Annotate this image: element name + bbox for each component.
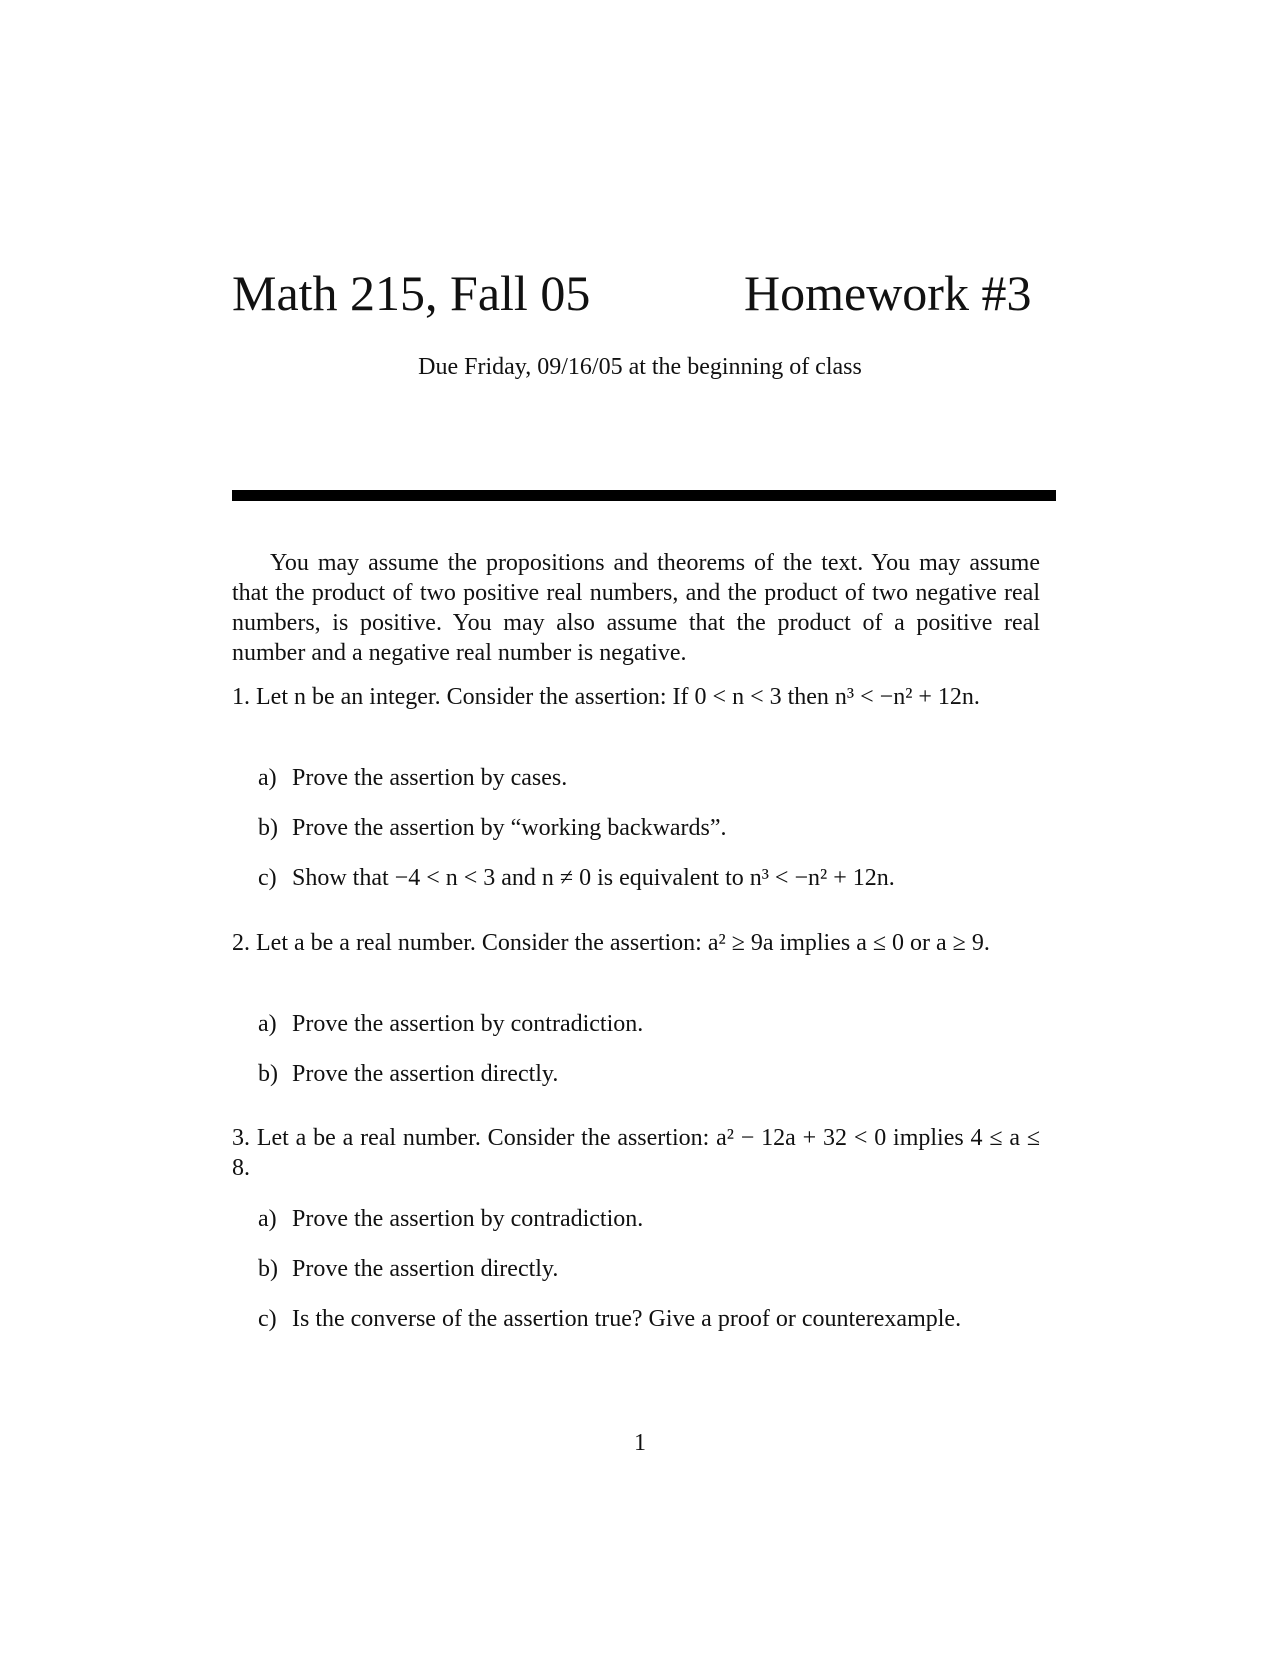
part-text: Is the converse of the assertion true? Give a proof or counterexample. bbox=[292, 1306, 962, 1332]
part-text: Prove the assertion by “working backwards”. bbox=[292, 815, 727, 841]
intro-paragraph: You may assume the propositions and theorems of the text. You may assume that the product of two positive real numbers, and the product of two negative real numbers, is positive. You may also assume that the product of a positive real number and a negative real number is negative. bbox=[232, 550, 1040, 666]
part-label: a) bbox=[258, 1206, 277, 1232]
problem-1-part-c bbox=[258, 863, 895, 893]
problem-3-part-c bbox=[258, 1304, 961, 1334]
problem-2-statement: 2. Let a be a real number. Consider the assertion: a² ≥ 9a implies a ≤ 0 or a ≥ 9. bbox=[232, 930, 990, 956]
assignment-title: Homework #3 bbox=[744, 265, 1032, 321]
part-text: Show that −4 < n < 3 and n ≠ 0 is equivalent to n³ < −n² + 12n. bbox=[292, 865, 895, 891]
part-label: b) bbox=[258, 1061, 278, 1087]
part-text: Prove the assertion by cases. bbox=[292, 765, 568, 791]
problem-1-part-b bbox=[258, 813, 727, 843]
part-label: b) bbox=[258, 815, 278, 841]
problem-3-part-a bbox=[258, 1204, 643, 1234]
problem-2-part-a bbox=[258, 1009, 643, 1039]
due-date: Due Friday, 09/16/05 at the beginning of class bbox=[418, 354, 862, 380]
part-text: Prove the assertion directly. bbox=[292, 1061, 559, 1087]
part-label: c) bbox=[258, 1306, 277, 1332]
problem-1-statement: 1. Let n be an integer. Consider the assertion: If 0 < n < 3 then n³ < −n² + 12n. bbox=[232, 684, 980, 710]
problem-3-part-b bbox=[258, 1254, 558, 1284]
part-text: Prove the assertion by contradiction. bbox=[292, 1011, 644, 1037]
part-label: c) bbox=[258, 865, 277, 891]
part-text: Prove the assertion by contradiction. bbox=[292, 1206, 644, 1232]
problem-3-statement: 3. Let a be a real number. Consider the assertion: a² − 12a + 32 < 0 implies 4 ≤ a ≤ 8. bbox=[232, 1125, 1040, 1181]
header-rule bbox=[232, 490, 1056, 501]
page-number: 1 bbox=[634, 1430, 646, 1456]
problem-2-part-b bbox=[258, 1059, 558, 1089]
problem-1-part-a bbox=[258, 763, 567, 793]
part-text: Prove the assertion directly. bbox=[292, 1256, 559, 1282]
part-label: b) bbox=[258, 1256, 278, 1282]
part-label: a) bbox=[258, 765, 277, 791]
part-label: a) bbox=[258, 1011, 277, 1037]
course-title: Math 215, Fall 05 bbox=[232, 265, 591, 321]
